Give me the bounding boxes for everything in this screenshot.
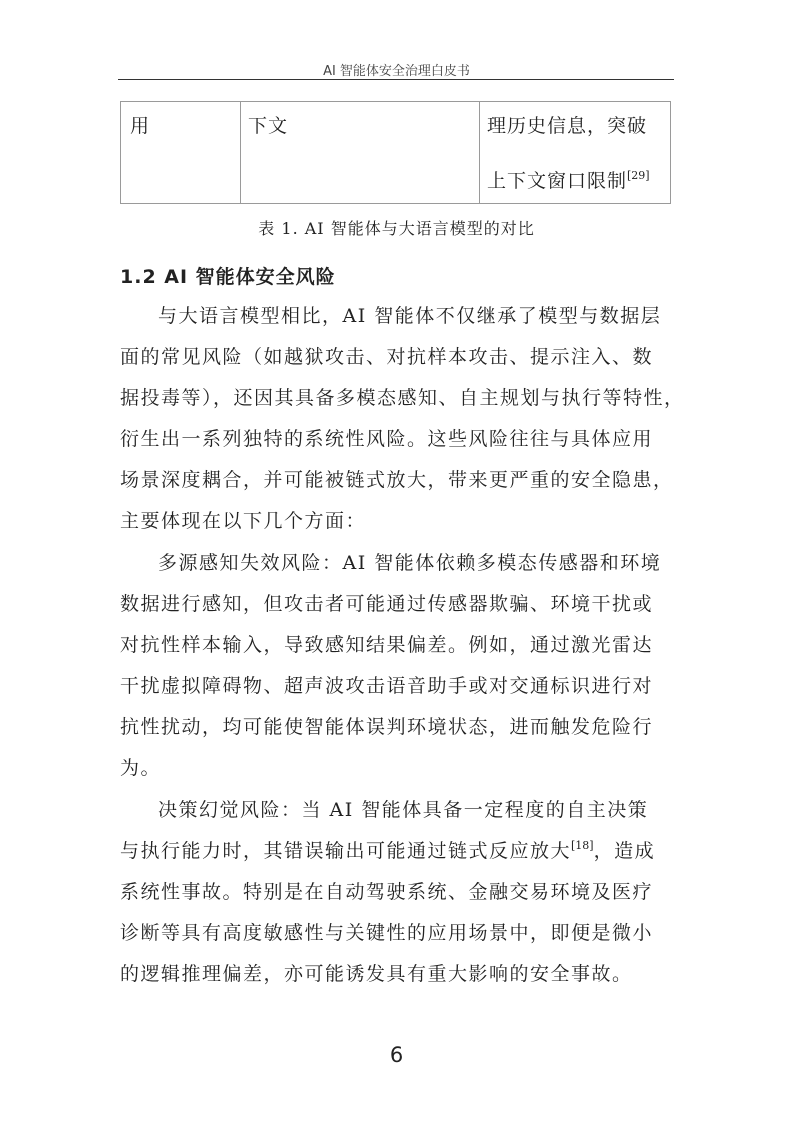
page-number: 6 <box>389 1043 404 1067</box>
table-column-divider <box>240 102 241 203</box>
table-cell-col3: 理历史信息，突破 上下文窗口限制[29] <box>487 115 650 192</box>
header-rule <box>118 79 674 80</box>
table-caption: 表 1. AI 智能体与大语言模型的对比 <box>258 219 535 238</box>
table-column-divider <box>479 102 480 203</box>
citation-ref: [18] <box>571 839 594 852</box>
running-header: AI 智能体安全治理白皮书 <box>323 64 470 79</box>
table-cell-col2: 下文 <box>248 115 289 137</box>
citation-ref: [29] <box>627 169 650 182</box>
section-heading: 1.2 AI 智能体安全风险 <box>120 266 336 288</box>
comparison-table-fragment <box>120 101 671 204</box>
table-cell-col1: 用 <box>130 115 151 137</box>
